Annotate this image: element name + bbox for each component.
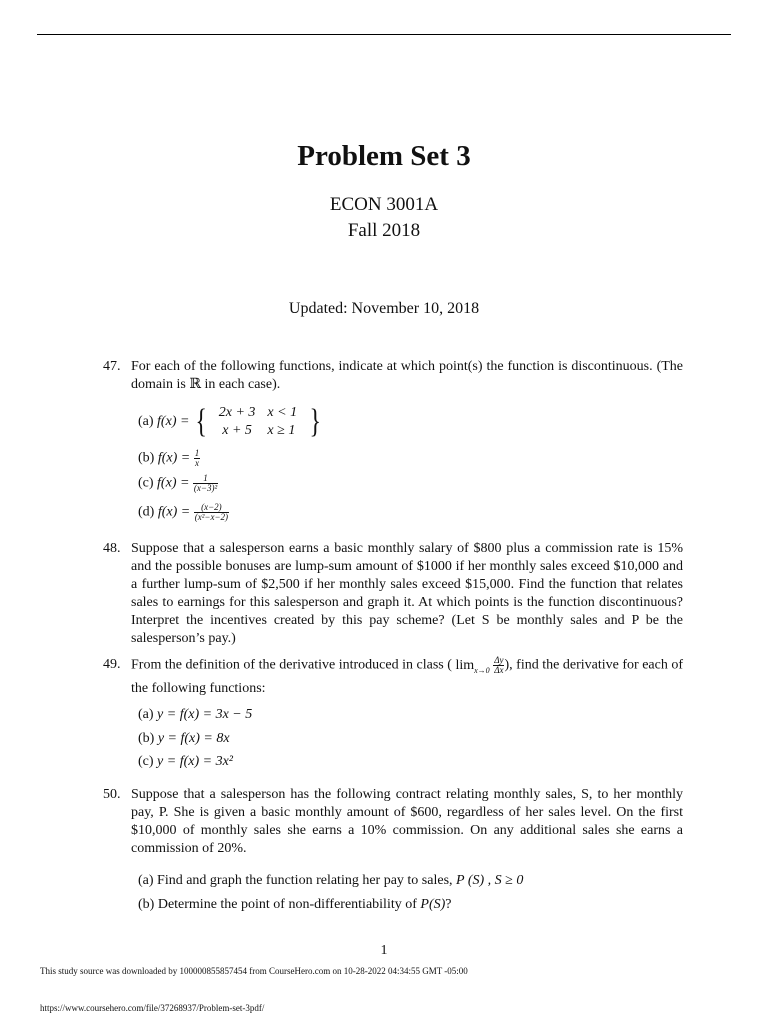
problem-48 (103, 540, 683, 648)
limit-subscript: x→0 (474, 665, 490, 675)
denominator: x (194, 458, 199, 468)
part-label: (c) (138, 475, 154, 491)
case-2-expression: x + 5 (222, 423, 252, 438)
math: P(S) (420, 897, 446, 912)
part-label: (d) (138, 504, 155, 520)
part-c (138, 474, 218, 493)
part-text: Determine the point of non-differentiability of (157, 897, 417, 912)
function-lhs: f(x) = (157, 450, 191, 466)
part-suffix: ? (445, 897, 452, 912)
part-a (138, 404, 323, 440)
problem-text: Suppose that a salesperson earns a basic monthly salary of $800 plus a commission rate is 15% and the possible bonuses are lump-sum amount of $1000 if her monthly sales exceed $10,000 and a further lump-sum of $2,500 if her monthly sales exceed $15,000. Find the function that relates sales to earnings for this salesperson and graph it. At which points is the function discontinuous? Interpret the incentives created by this pay scheme? (Let S be monthly sales and P be the salesperson’s pay.) (131, 541, 683, 646)
page-number: 1 (380, 943, 388, 958)
download-notice: This study source was downloaded by 100000855857454 from CourseHero.com on 10-28-2022 04:34:55 GMT -05:00 (40, 966, 468, 976)
piecewise-cases (213, 404, 303, 440)
part-label: (b) (138, 450, 155, 466)
math: P (S) , S ≥ 0 (456, 873, 524, 888)
numerator: 1 (193, 474, 218, 484)
numerator: Δy (494, 655, 504, 665)
denominator: Δx (494, 665, 504, 675)
source-url: https://www.coursehero.com/file/37268937/Problem-set-3pdf/ (40, 1003, 265, 1013)
part-text: Find and graph the function relating her pay to sales, (157, 873, 453, 888)
text-after: ), find the derivative for each of the following functions: (131, 657, 684, 696)
function-lhs: f(x) = (157, 475, 190, 491)
function-lhs: f(x) = (157, 504, 191, 520)
part-label: (b) (138, 731, 155, 746)
fraction (193, 474, 218, 493)
problem-text: For each of the following functions, indicate at which point(s) the function is discontinuous. (The domain is ℝ in each case). (131, 359, 683, 392)
top-rule (37, 34, 731, 35)
case-1-condition: x < 1 (267, 405, 298, 420)
expression: y = f(x) = 8x (157, 731, 230, 746)
part-label: (c) (138, 754, 154, 769)
numerator: (x−2) (194, 503, 229, 513)
part-label: (a) (138, 707, 154, 722)
case-2-condition: x ≥ 1 (267, 423, 296, 438)
denominator: (x²−x−2) (194, 512, 229, 522)
function-lhs: f(x) = (157, 414, 190, 430)
fraction (194, 503, 229, 522)
updated-date: Updated: November 10, 2018 (288, 300, 480, 317)
part-b (138, 897, 452, 913)
part-d (138, 503, 229, 522)
problem-text: Suppose that a salesperson has the following contract relating monthly sales, S, to her monthly pay, P. She is given a basic monthly amount of $600, regardless of her sales level. On the first $10,000 of monthly sales she earns a 10% commission. On any additional sales she earns a commission of 20%. (131, 787, 683, 856)
fraction (194, 449, 201, 468)
case-1-expression: 2x + 3 (218, 405, 256, 420)
denominator: (x−3)² (193, 483, 218, 493)
course-code: ECON 3001A (329, 194, 439, 215)
problem-49 (103, 656, 683, 698)
term: Fall 2018 (347, 220, 421, 241)
problem-text (131, 656, 683, 698)
part-label: (a) (138, 873, 154, 888)
numerator: 1 (194, 448, 200, 458)
problem-47 (103, 358, 683, 394)
part-label: (b) (138, 897, 155, 912)
problem-number: 48. (103, 541, 121, 556)
left-brace: { (195, 403, 207, 440)
text-before: From the definition of the derivative introduced in class ( (131, 657, 456, 673)
problem-number: 50. (103, 787, 121, 802)
part-b (138, 449, 200, 468)
problem-number: 49. (103, 657, 121, 672)
part-b (138, 731, 230, 747)
problem-50 (103, 786, 683, 858)
expression: y = f(x) = 3x − 5 (157, 707, 253, 722)
part-a (138, 873, 523, 889)
page-title: Problem Set 3 (297, 140, 471, 172)
expression: y = f(x) = 3x² (157, 754, 233, 769)
limit-operator: lim (455, 657, 475, 673)
part-a (138, 707, 252, 723)
part-c (138, 754, 233, 770)
limit-expression (455, 655, 504, 675)
problem-number: 47. (103, 359, 121, 374)
difference-quotient (493, 656, 504, 675)
part-label: (a) (138, 414, 154, 430)
right-brace: } (309, 403, 321, 440)
